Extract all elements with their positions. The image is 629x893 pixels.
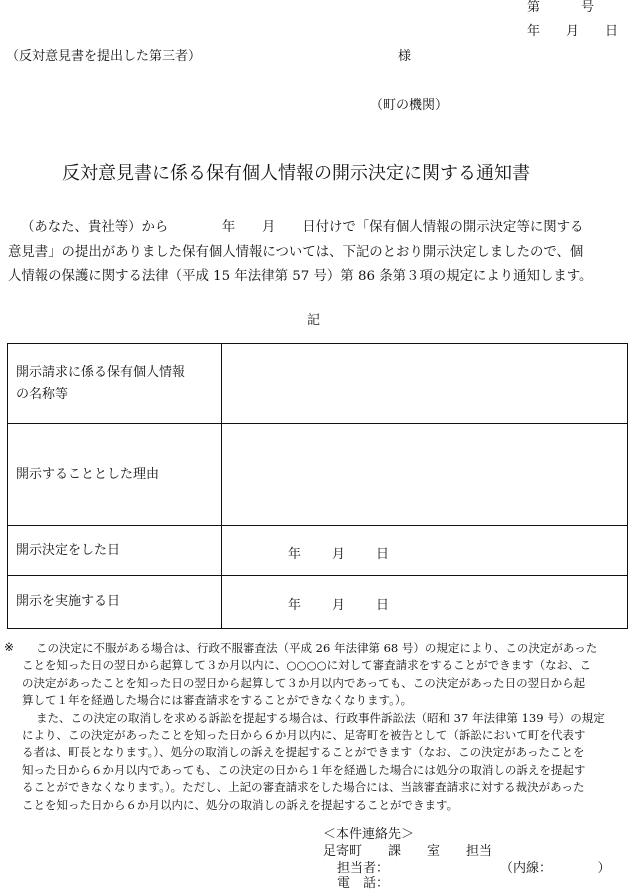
- ki-heading: 記: [307, 313, 321, 328]
- contact-heading: ＜本件連絡先＞: [323, 827, 415, 842]
- info-name-value: [222, 344, 628, 424]
- body-paragraph: [8, 216, 620, 290]
- notes-paragraph-1: [22, 640, 622, 814]
- body-line-2: 意見書」の提出がありました保有個人情報については、下記のとおり開示決定しましたので、個: [8, 244, 584, 260]
- sender-organization: （町の機関）: [370, 98, 449, 113]
- note-line: ることができなくなります。）。ただし、上記の審査請求をした場合には、当該審査請求に対する裁決があった: [22, 780, 585, 795]
- body-line-3: 人情報の保護に関する法律（平成 15 年法律第 57 号）第 86 条第３項の規定により通知します。: [8, 269, 593, 284]
- decision-date-year: 年: [288, 546, 302, 562]
- note-line: 算して１年を経過した場合には審査請求をすることができなくなります。）。: [22, 693, 413, 708]
- notice-table: [7, 343, 628, 629]
- implementation-date-value: [222, 576, 628, 629]
- document-number: 第 号: [527, 0, 595, 15]
- table-row: [8, 344, 628, 424]
- info-name-label-line-1: 開示請求に係る保有個人情報: [16, 364, 186, 380]
- note-line: 知った日から６か月以内であっても、この決定の日から１年を経過した場合には処分の取消しの訴えを提起す: [22, 762, 586, 777]
- contact-extension: （内線： ）: [500, 861, 611, 876]
- note-line: また、この決定の取消しを求める訴訟を提起する場合は、行政事件訴訟法（昭和 37 年法律第 139 号）の規定: [36, 710, 605, 725]
- implementation-date-day: 日: [376, 598, 390, 613]
- implementation-date-year: 年: [288, 598, 302, 613]
- note-line: る者は、町長となります。）、処分の取消しの訴えを提起することができます（なお、この決定があったことを: [22, 745, 585, 760]
- decision-date-month: 月: [332, 546, 346, 562]
- document-date: 年 月 日: [527, 24, 619, 39]
- info-name-label-line-2: の名称等: [16, 386, 69, 402]
- note-line: により、この決定があったことを知った日から６か月以内に、足寄町を被告として（訴訟において町を代表す: [22, 728, 586, 743]
- note-line: ことを知った日から６か月以内に、処分の取消しの訴えを提起することができます。: [22, 797, 459, 812]
- contact-department: 足寄町 課 室 担当: [323, 844, 493, 859]
- disclosure-reason-label: 開示することとした理由: [8, 424, 222, 526]
- contact-person-label: 担当者：: [337, 861, 390, 876]
- contact-phone-label: 電 話：: [337, 876, 390, 891]
- note-line: ことを知った日の翌日から起算して３か月以内に、○○○○に対して審査請求をすることができます（なお、こ: [22, 658, 592, 673]
- note-line: この決定に不服がある場合は、行政不服審査法（平成 26 年法律第 68 号）の規定により、この決定があった: [36, 641, 598, 655]
- table-row: [8, 576, 628, 629]
- body-line-1: （あなた、貴社等）から 年 月 日付けで「保有個人情報の開示決定等に関する: [21, 220, 584, 235]
- implementation-date-label: 開示を実施する日: [8, 576, 222, 629]
- addressee-honorific: 様: [398, 49, 412, 64]
- decision-date-label: 開示決定をした日: [8, 526, 222, 576]
- implementation-date-month: 月: [332, 598, 346, 613]
- decision-date-day: 日: [376, 546, 390, 562]
- info-name-label: [8, 344, 222, 424]
- table-row: [8, 526, 628, 576]
- addressee-name: （反対意見書を提出した第三者）: [6, 49, 202, 64]
- document-title: 反対意見書に係る保有個人情報の開示決定に関する通知書: [62, 163, 530, 184]
- table-row: [8, 424, 628, 526]
- note-mark: ※: [4, 640, 15, 654]
- disclosure-reason-value: [222, 424, 628, 526]
- decision-date-value: [222, 526, 628, 576]
- note-line: の決定があったことを知った日の翌日から起算して３か月以内であっても、この決定があった日の翌日から起: [22, 675, 586, 690]
